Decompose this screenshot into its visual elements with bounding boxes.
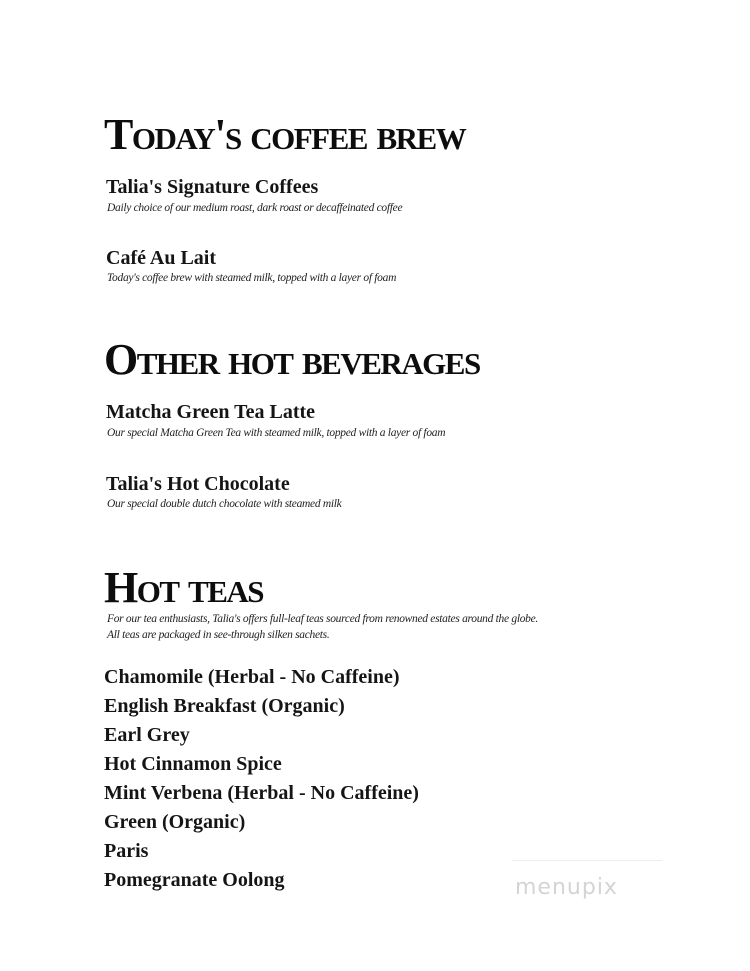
tea-list: [104, 663, 419, 895]
section-title-hot-teas: Hot teas: [104, 563, 263, 612]
tea-item: Pomegranate Oolong: [104, 869, 285, 891]
tea-item: Mint Verbena (Herbal - No Caffeine): [104, 782, 419, 804]
section-title-coffee: Today's coffee brew: [104, 110, 466, 159]
menu-item-name: Talia's Signature Coffees: [106, 176, 319, 198]
section-title-hot-beverages: Other hot beverages: [104, 335, 480, 384]
tea-item: Hot Cinnamon Spice: [104, 753, 282, 775]
menu-item-name: Café Au Lait: [106, 247, 216, 269]
tea-item: Green (Organic): [104, 811, 246, 833]
menu-item-description: Our special double dutch chocolate with steamed milk: [107, 498, 342, 510]
menu-item-name: Matcha Green Tea Latte: [106, 401, 316, 423]
tea-item: Chamomile (Herbal - No Caffeine): [104, 666, 400, 688]
menu-item-description: Daily choice of our medium roast, dark roast or decaffeinated coffee: [107, 202, 403, 214]
teas-intro-line-1: For our tea enthusiasts, Talia's offers full-leaf teas sourced from renowned estates around the globe.: [107, 613, 538, 625]
menupix-watermark: menupix: [515, 875, 618, 900]
menu-item-description: Our special Matcha Green Tea with steamed milk, topped with a layer of foam: [107, 427, 446, 439]
menu-item-name: Talia's Hot Chocolate: [106, 473, 290, 495]
tea-item: Earl Grey: [104, 724, 190, 746]
teas-intro-line-2: All teas are packaged in see-through silken sachets.: [107, 629, 330, 641]
tea-item: English Breakfast (Organic): [104, 695, 345, 717]
tea-item: Paris: [104, 840, 149, 862]
watermark-divider: [512, 860, 662, 861]
menu-item-description: Today's coffee brew with steamed milk, topped with a layer of foam: [107, 272, 397, 284]
